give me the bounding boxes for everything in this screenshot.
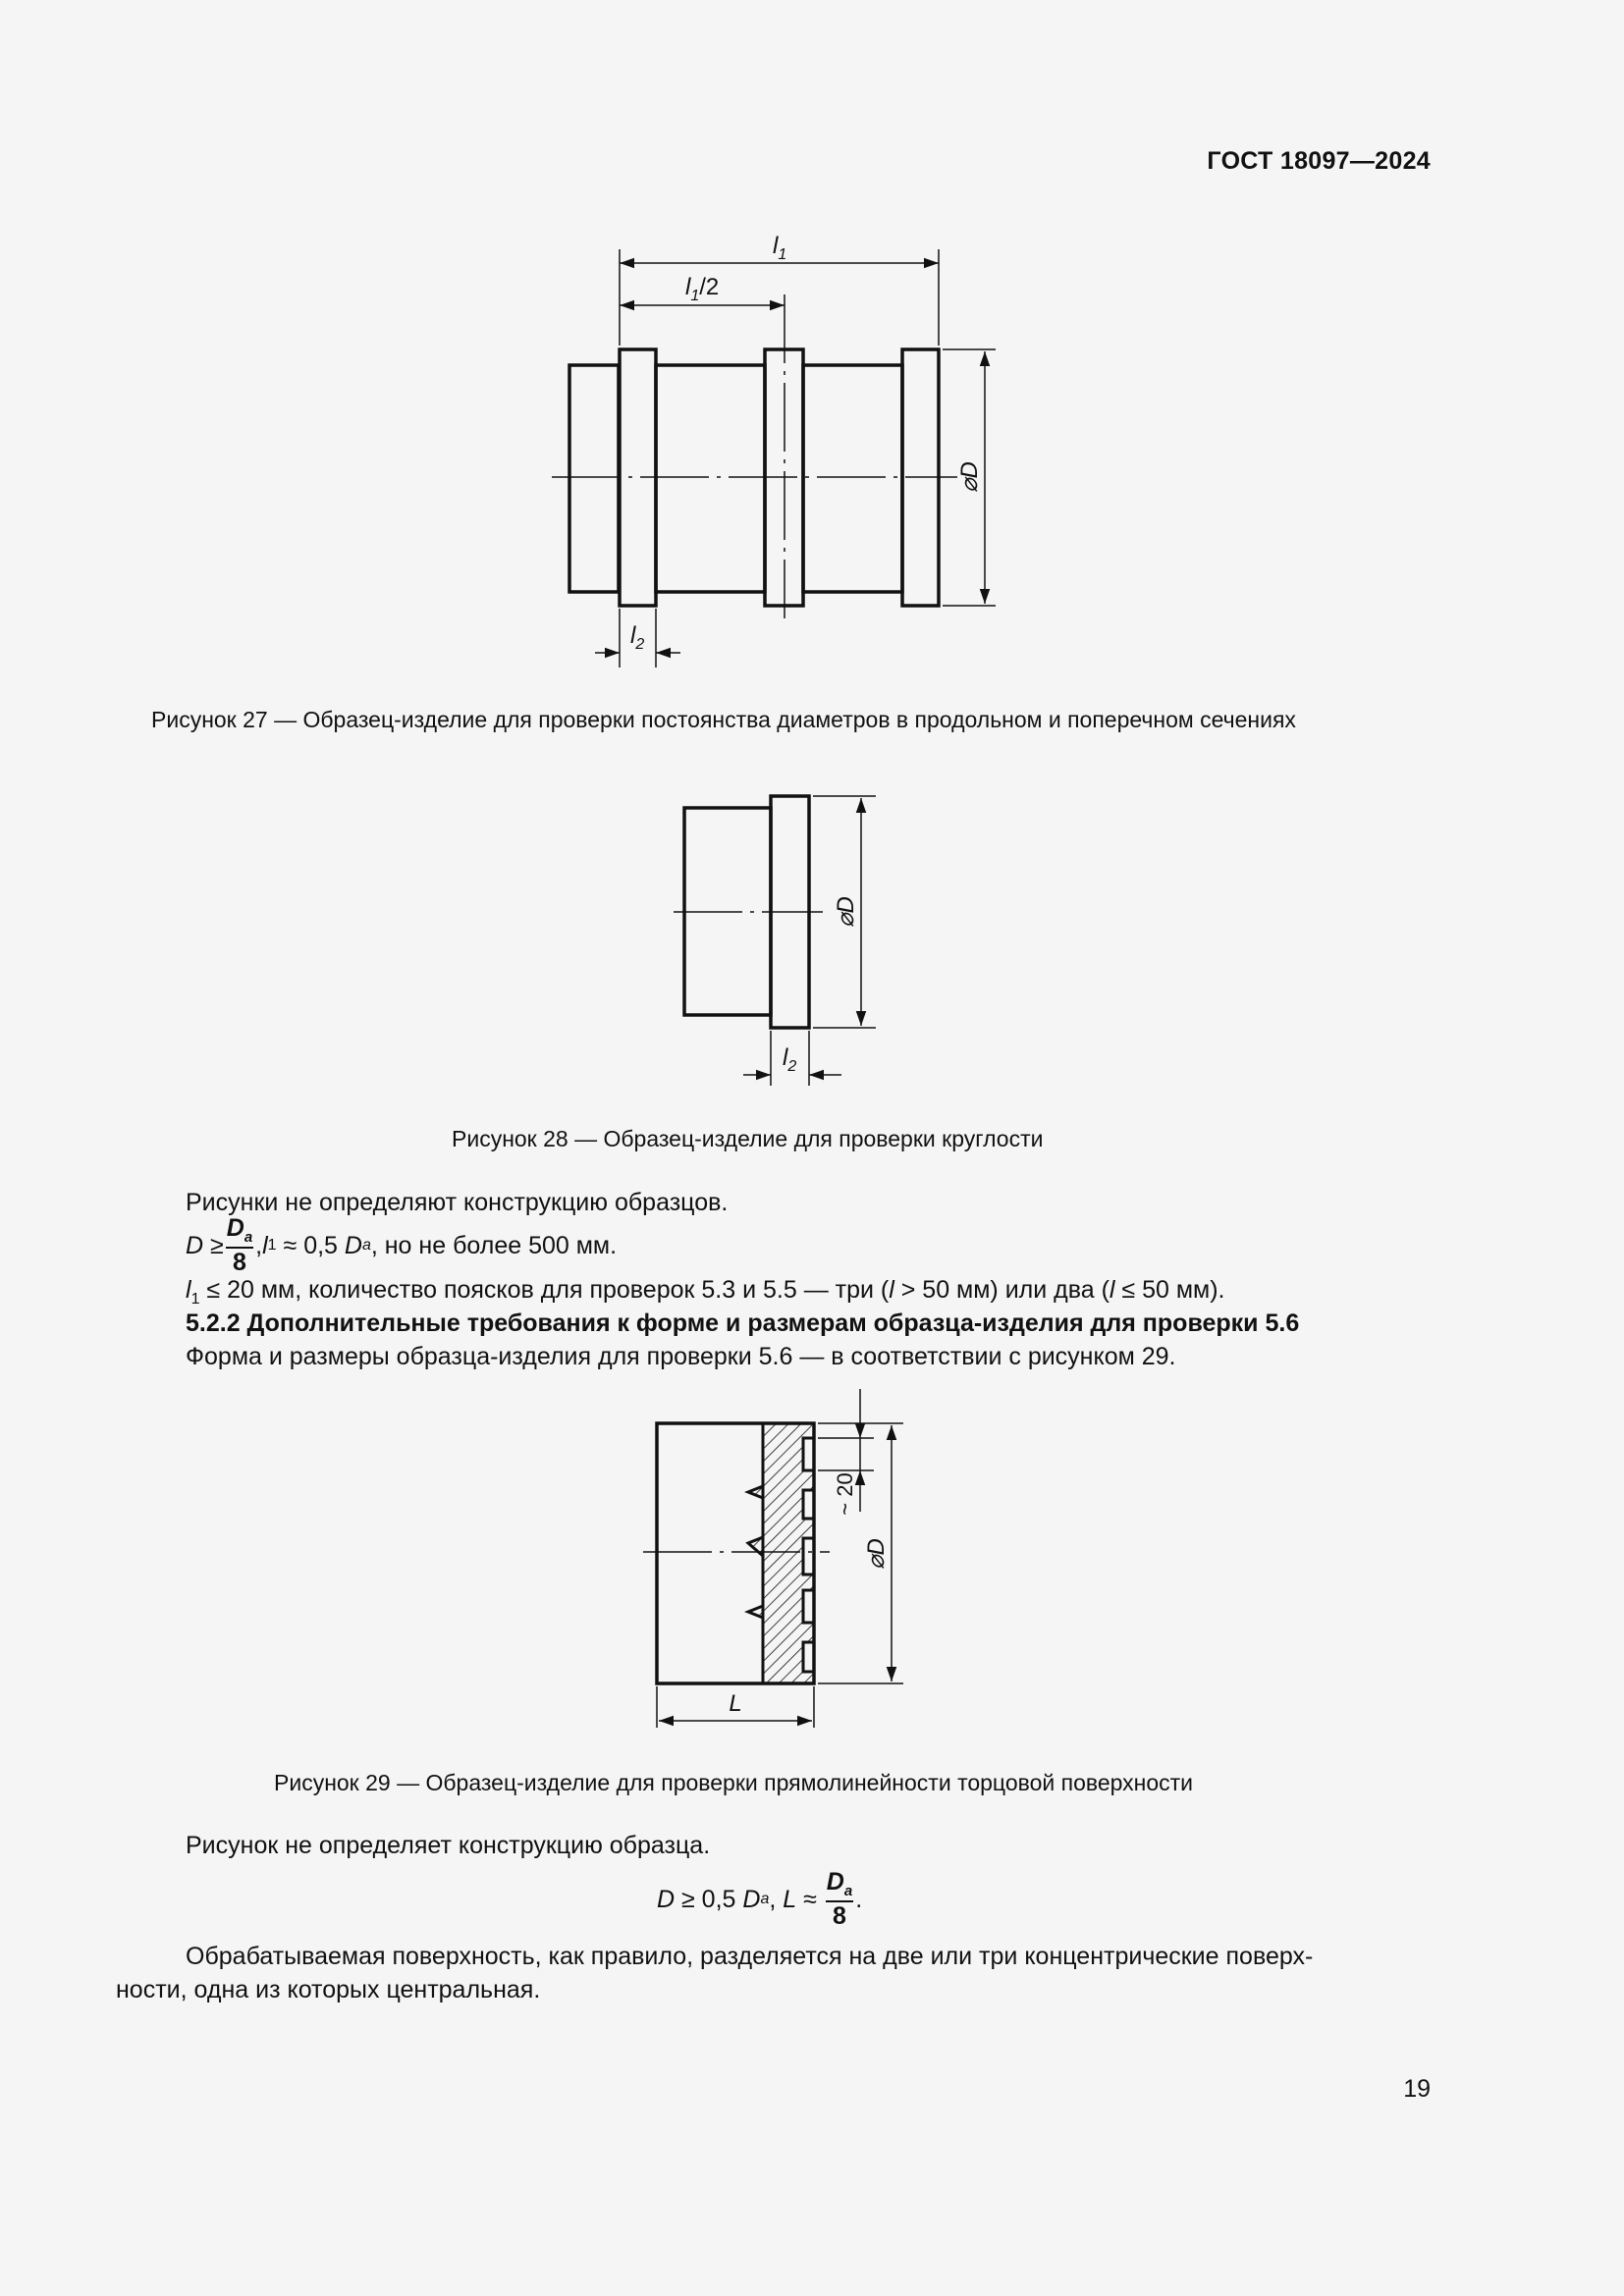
fig27-dim-l2: $l_2$ (630, 622, 645, 653)
fig27-dim-l1: $l_1$ (773, 233, 787, 263)
fraction-Da-8-b: $\frac{D_a}{8}$ (826, 1868, 853, 1930)
text-figure-note: Рисунок не определяет конструкцию образца. (186, 1832, 711, 1859)
formula-D-L: D ≥ 0,5 D a , L ≈ $\frac{D_a}{8}$ . (657, 1868, 863, 1930)
figure-27-caption: Рисунок 27 — Образец-изделие для проверки постоянства диаметров в продольном и поперечном сечениях (151, 707, 1296, 732)
text-l1-limits: $l_1 \le 20$ мм, количество поясков для проверок 5.3 и 5.5 — три (l > 50 мм) или два (l ≤ 50 мм). (186, 1276, 1225, 1308)
formula-D-l1: D ≥ $\frac{D_a}{8}$ , l 1 ≈ 0,5 D a , но не более 500 мм. (186, 1214, 618, 1276)
fig29-dim-L: L (729, 1690, 742, 1717)
fraction-Da-8: $\frac{D_a}{8}$ (226, 1214, 253, 1276)
text-form-and-dimensions: Форма и размеры образца-изделия для проверки 5.6 — в соответствии с рисунком 29. (186, 1343, 1176, 1370)
page-number: 19 (1403, 2075, 1431, 2103)
text-figures-note: Рисунки не определяют конструкцию образцов. (186, 1189, 729, 1216)
fig29-dim-diameter: ⌀D (863, 1538, 890, 1570)
paragraph-surface-line1: Обрабатываемая поверхность, как правило, разделяется на две или три концентрические поверх- (186, 1943, 1314, 1970)
fig28-dim-diameter: ⌀D (833, 896, 859, 928)
fig27-dim-diameter: ⌀D (956, 461, 983, 493)
fig27-dim-half: $l_1/2$ (685, 274, 720, 304)
fig29-dim-20: ~ 20 (833, 1472, 857, 1516)
fig28-dim-l2: $l_2$ (783, 1044, 797, 1075)
paragraph-surface-line2: ности, одна из которых центральная. (116, 1976, 541, 2003)
document-id: ГОСТ 18097—2024 (1207, 147, 1431, 175)
figure-29-caption: Рисунок 29 — Образец-изделие для проверки прямолинейности торцовой поверхности (274, 1770, 1194, 1795)
figure-28-caption: Рисунок 28 — Образец-изделие для проверки круглости (452, 1126, 1044, 1151)
section-heading-5-2-2: 5.2.2 Дополнительные требования к форме и размерам образца-изделия для проверки 5.6 (186, 1309, 1300, 1337)
